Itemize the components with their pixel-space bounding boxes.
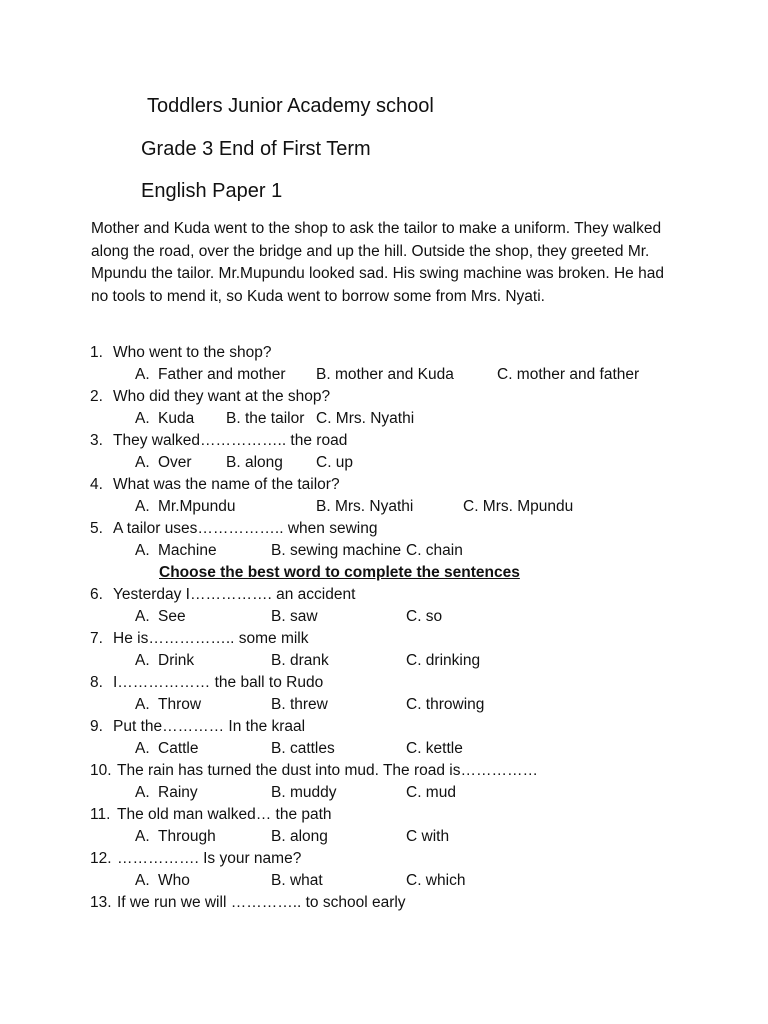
question-row: [0, 716, 768, 738]
reading-passage: Mother and Kuda went to the shop to ask the tailor to make a uniform. They walked along the road, over the bridge and up the hill. Outside the shop, they greeted Mr. Mpundu the tailor. Mr.Mupundu looked sad. His swing machine was broken. He had no tools to mend it, so Kuda went to borrow some from Mrs. Nyati.: [91, 220, 664, 305]
question-number: 6.: [90, 586, 103, 603]
option-b: B. the tailor: [226, 410, 305, 427]
option-a-label: A.: [135, 366, 150, 383]
options-row: [0, 496, 768, 518]
option-a-label: A.: [135, 652, 150, 669]
question-number: 10.: [90, 762, 112, 779]
question-text: Put the………… In the kraal: [113, 718, 306, 735]
option-b: B. what: [271, 872, 323, 889]
option-c: C. Mrs. Nyathi: [316, 410, 415, 427]
option-b: B. drank: [271, 652, 329, 669]
question-row: [0, 672, 768, 694]
option-a-label: A.: [135, 542, 150, 559]
question-list: [0, 342, 768, 914]
paper-title: English Paper 1: [141, 180, 283, 202]
question-row: [0, 848, 768, 870]
question-text: If we run we will ………….. to school early: [117, 894, 406, 911]
option-c: C. kettle: [406, 740, 463, 757]
option-b: B. mother and Kuda: [316, 366, 454, 383]
option-c: C. chain: [406, 542, 463, 559]
option-c: C. so: [406, 608, 443, 625]
options-row: [0, 364, 768, 386]
option-b: B. cattles: [271, 740, 335, 757]
options-row: [0, 826, 768, 848]
option-a-label: A.: [135, 872, 150, 889]
options-row: [0, 870, 768, 892]
option-b: B. Mrs. Nyathi: [316, 498, 414, 515]
option-a: Who: [158, 872, 190, 889]
option-b: B. threw: [271, 696, 328, 713]
option-a: Through: [158, 828, 216, 845]
question-text: Who did they want at the shop?: [113, 388, 331, 405]
options-row: [0, 452, 768, 474]
options-row: [0, 606, 768, 628]
instruction-row: [0, 562, 768, 584]
option-b: B. saw: [271, 608, 318, 625]
option-c: C. up: [316, 454, 354, 471]
question-text: What was the name of the tailor?: [113, 476, 340, 493]
option-a-label: A.: [135, 454, 150, 471]
options-row: [0, 738, 768, 760]
option-c: C. mother and father: [497, 366, 640, 383]
question-number: 1.: [90, 344, 103, 361]
option-a: Father and mother: [158, 366, 286, 383]
option-a-label: A.: [135, 498, 150, 515]
option-a: Mr.Mpundu: [158, 498, 236, 515]
question-row: [0, 474, 768, 496]
option-c: C. throwing: [406, 696, 485, 713]
option-a: Over: [158, 454, 192, 471]
school-name: Toddlers Junior Academy school: [147, 95, 434, 117]
question-text: A tailor uses…………….. when sewing: [113, 520, 378, 537]
question-number: 5.: [90, 520, 103, 537]
question-number: 13.: [90, 894, 112, 911]
question-text: ……………. Is your name?: [117, 850, 302, 867]
option-a: See: [158, 608, 186, 625]
question-number: 8.: [90, 674, 103, 691]
option-a: Cattle: [158, 740, 199, 757]
question-row: [0, 386, 768, 408]
option-a: Drink: [158, 652, 195, 669]
question-number: 4.: [90, 476, 103, 493]
option-b: B. muddy: [271, 784, 337, 801]
question-text: He is…………….. some milk: [113, 630, 309, 647]
question-row: [0, 892, 768, 914]
options-row: [0, 540, 768, 562]
option-a: Machine: [158, 542, 217, 559]
options-row: [0, 408, 768, 430]
option-c: C. mud: [406, 784, 456, 801]
question-text: The old man walked… the path: [117, 806, 332, 823]
question-text: The rain has turned the dust into mud. The road is……………: [117, 762, 538, 779]
options-row: [0, 650, 768, 672]
section-instruction: Choose the best word to complete the sentences: [159, 564, 520, 581]
question-number: 3.: [90, 432, 103, 449]
option-a: Kuda: [158, 410, 195, 427]
option-c: C. drinking: [406, 652, 481, 669]
option-b: B. along: [226, 454, 283, 471]
question-row: [0, 430, 768, 452]
question-text: Yesterday I……………. an accident: [113, 586, 356, 603]
option-a-label: A.: [135, 410, 150, 427]
option-a: Throw: [158, 696, 202, 713]
question-number: 2.: [90, 388, 103, 405]
question-number: 7.: [90, 630, 103, 647]
option-a-label: A.: [135, 740, 150, 757]
question-text: I……………… the ball to Rudo: [113, 674, 324, 691]
option-b: B. along: [271, 828, 328, 845]
option-b: B. sewing machine: [271, 542, 402, 559]
question-row: [0, 584, 768, 606]
options-row: [0, 694, 768, 716]
option-a-label: A.: [135, 784, 150, 801]
option-a-label: A.: [135, 828, 150, 845]
option-a-label: A.: [135, 608, 150, 625]
question-number: 12.: [90, 850, 112, 867]
question-text: They walked…………….. the road: [113, 432, 348, 449]
option-c: C with: [406, 828, 450, 845]
grade-term: Grade 3 End of First Term: [141, 138, 371, 160]
question-row: [0, 804, 768, 826]
question-row: [0, 342, 768, 364]
option-a: Rainy: [158, 784, 198, 801]
option-a-label: A.: [135, 696, 150, 713]
question-row: [0, 760, 768, 782]
question-row: [0, 628, 768, 650]
option-c: C. which: [406, 872, 466, 889]
question-number: 11.: [90, 806, 111, 823]
options-row: [0, 782, 768, 804]
question-row: [0, 518, 768, 540]
question-text: Who went to the shop?: [113, 344, 272, 361]
question-number: 9.: [90, 718, 103, 735]
option-c: C. Mrs. Mpundu: [463, 498, 574, 515]
